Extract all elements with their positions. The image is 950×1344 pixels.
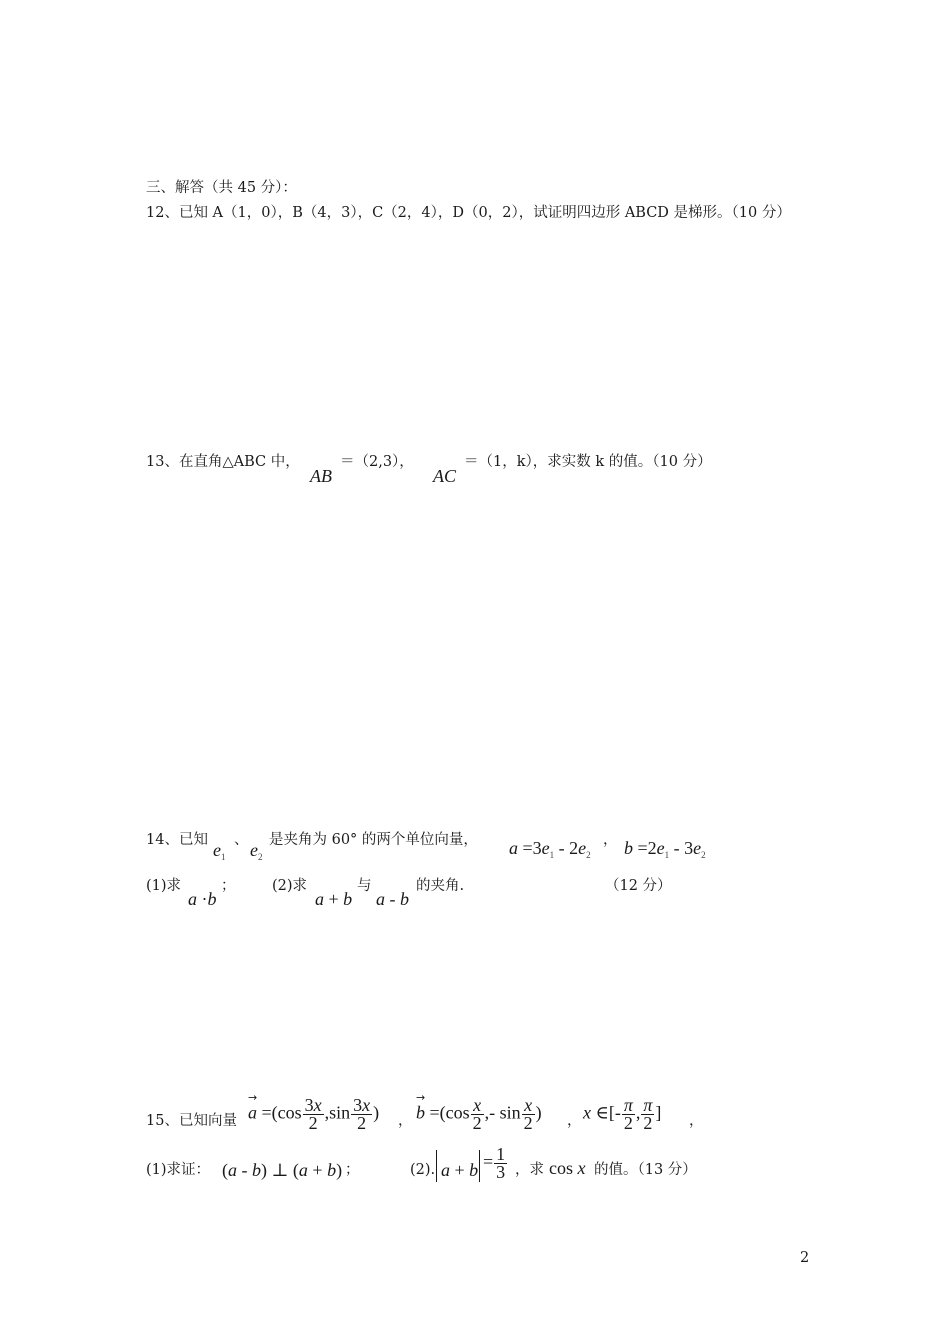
- q15-part2-label: (2).: [410, 1162, 436, 1178]
- q15-vector-a-def: a =(cos $\frac{3x}{2}$ ,sin $\frac{3x}{2}$ ): [248, 1095, 380, 1133]
- q15-cos-x: cos x: [549, 1158, 586, 1178]
- q15-comma1: ，: [398, 1113, 413, 1129]
- q15-a-plus-b: a + b: [441, 1160, 479, 1180]
- q14-sep: 、: [234, 832, 249, 848]
- q14-part1-label: (1)求: [146, 878, 182, 894]
- q14-prefix: 14、已知: [146, 832, 208, 848]
- q13-vector-ab: AB: [310, 466, 332, 486]
- q14-mid: 是夹角为 60° 的两个单位向量，: [269, 832, 478, 848]
- q15-part2-mid: ，求: [515, 1162, 544, 1178]
- q14-a-minus-b: a - b: [376, 889, 409, 909]
- q14-a-plus-b: a + b: [315, 889, 353, 909]
- q13-vector-ac: AC: [433, 466, 457, 486]
- q15-vector-b-def: b =(cos $\frac{x}{2}$ ,- sin $\frac{x}{2}$ ): [416, 1095, 542, 1133]
- section-heading: 三、解答（共 45 分）：: [146, 180, 297, 196]
- q15-perp-statement: (a - b) ⊥ (a + b): [222, 1160, 343, 1180]
- q14-e1: $e_1$: [213, 840, 226, 862]
- q15-comma2: ，: [567, 1113, 582, 1129]
- question-12: 12、已知 A（1，0），B（4，3），C（2，4），D（0，2），试证明四边形 ABCD 是梯形。（10 分）: [146, 205, 791, 221]
- q14-with: 与: [357, 878, 372, 894]
- q14-comma: ，: [603, 832, 618, 848]
- q14-angle: 的夹角.: [416, 878, 465, 894]
- q15-part1-end: ；: [345, 1162, 360, 1178]
- q15-prefix: 15、已知向量: [146, 1113, 237, 1129]
- q13-eq1: ＝（2,3），: [340, 454, 414, 470]
- q14-vector-a-def: $a =3e_1 - 2e_2$: [509, 838, 591, 860]
- q13-prefix: 13、在直角△ABC 中，: [146, 454, 300, 470]
- q14-score: （12 分）: [605, 878, 672, 894]
- q14-e2: $e_2$: [250, 840, 263, 862]
- vector-arrow-icon: →: [248, 1091, 258, 1104]
- q14-part1-end: ；: [221, 878, 236, 894]
- q15-comma3: ，: [689, 1113, 704, 1129]
- q15-x-range: x ∈[- $\frac{\pi}{2}$ , $\frac{\pi}{2}$ ]: [583, 1095, 662, 1133]
- page-number: 2: [800, 1250, 810, 1266]
- vector-arrow-icon: →: [416, 1091, 426, 1104]
- q14-a-dot-b: a ·b: [188, 889, 217, 909]
- abs-bar-right: [479, 1150, 480, 1182]
- q15-part2-end: 的值。（13 分）: [594, 1162, 697, 1178]
- q15-part1-label: (1)求证：: [146, 1162, 211, 1178]
- q15-norm-value: = $\frac{1}{3}$: [483, 1144, 506, 1182]
- q13-eq2: ＝（1，k），求实数 k 的值。（10 分）: [464, 454, 712, 470]
- q14-vector-b-def: $b =2e_1 - 3e_2$: [624, 838, 706, 860]
- abs-bar-left: [436, 1150, 437, 1182]
- q14-part2-label: (2)求: [272, 878, 308, 894]
